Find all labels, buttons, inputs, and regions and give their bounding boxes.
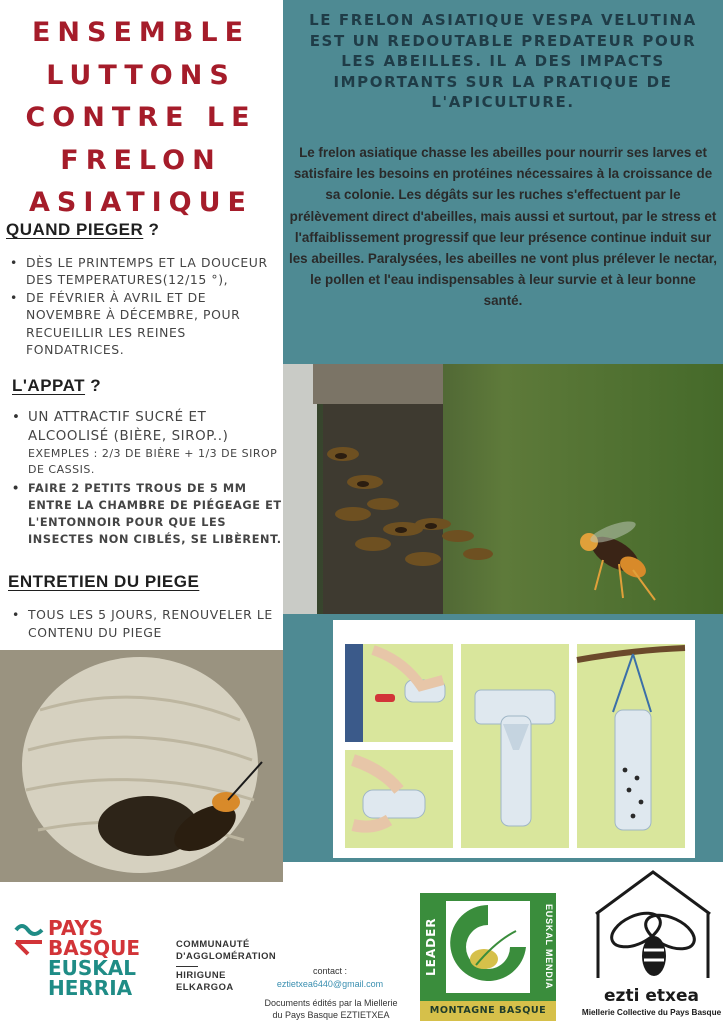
- trap-diagram: [333, 620, 695, 858]
- pb-line: HERRIA: [48, 976, 133, 1000]
- hornet-nest-photo: [0, 650, 283, 882]
- ezti-etxea-name: ezti etxea: [604, 986, 699, 1006]
- trap-diagram-panel: [283, 614, 723, 862]
- appat-heading-text: L'APPAT: [12, 376, 86, 395]
- credit-line: du Pays Basque EZTIETXEA: [272, 1009, 390, 1020]
- contact-block: [250, 965, 410, 991]
- main-title: [0, 12, 282, 225]
- quand-heading-suffix: ?: [143, 220, 160, 239]
- contact-email[interactable]: eztietxea6440@gmail.com: [276, 979, 384, 989]
- trap-steps-illustration: [333, 620, 695, 858]
- title-line: ASIATIQUE: [29, 187, 253, 219]
- appat-heading: [12, 376, 101, 396]
- agglo-line: HIRIGUNE: [176, 968, 226, 980]
- intro-title: LE FRELON ASIATIQUE VESPA VELUTINA EST UN REDOUTABLE PREDATEUR POUR LES ABEILLES. IL A DES IMPACTS IMPORTANTS SUR LA PRATIQUE DE L'APICULTURE.: [309, 11, 697, 111]
- nest-illustration: [0, 650, 283, 882]
- leader-right-text: EUSKAL MENDIA: [544, 904, 554, 990]
- list-item: • DÈS LE PRINTEMPS ET LA DOUCEUR DES TEMPERATURES(12/15 °),: [6, 254, 282, 289]
- appat-list: [8, 408, 284, 548]
- agglo-line: D'AGGLOMÉRATION: [176, 950, 277, 962]
- list-item: • FAIRE 2 PETITS TROUS DE 5 MM ENTRE LA CHAMBRE DE PIÉGEAGE ET L'ENTONNOIR POUR QUE LES INSECTES NON CIBLÉS, SE LIBÈRENT.: [8, 480, 284, 548]
- entretien-heading: [8, 572, 199, 592]
- intro-body: Le frelon asiatique chasse les abeilles pour nourrir ses larves et satisfaire les besoins en protéines nécessaires à la croissance de sa colonie. Les dégâts sur les ruches s'effectuent par le prélèvement direct d'abeilles, mais aussi et surtout, par le stress et l'affaiblissement progressif que leur présence continue induit sur les abeilles. Paralysées, les abeilles ne vont plus prélever le nectar, le pollen et l'eau indispensables à leur survie et à leur bonne santé.: [289, 145, 717, 309]
- title-line: FRELON: [60, 144, 222, 176]
- pb-line: BASQUE: [48, 936, 141, 960]
- agglo-divider: [176, 966, 198, 967]
- entretien-list: [8, 606, 284, 641]
- ezti-etxea-subtitle: Miellerie Collective du Pays Basque: [581, 1008, 722, 1017]
- list-item: • TOUS LES 5 JOURS, RENOUVELER LE CONTENU DU PIEGE: [8, 606, 284, 641]
- quand-heading-text: QUAND PIEGER: [6, 220, 144, 239]
- entretien-heading-text: ENTRETIEN DU PIEGE: [8, 572, 200, 591]
- title-line: ENSEMBLE: [31, 17, 251, 48]
- list-item-note: EXEMPLES : 2/3 DE BIÈRE + 1/3 DE SIROP DE CASSIS.: [28, 447, 278, 476]
- title-line: LUTTONS: [46, 59, 236, 91]
- leader-vertical-text: LEADER: [424, 917, 438, 977]
- hornet-hive-illustration: [283, 364, 723, 614]
- list-item: • DE FÉVRIER À AVRIL ET DE NOVEMBRE À DÉCEMBRE, POUR RECUEILLIR LES REINES FONDATRICES.: [6, 289, 282, 359]
- title-line: CONTRE LE: [25, 102, 257, 134]
- leader-logo: [420, 893, 556, 1021]
- list-item: [8, 408, 284, 477]
- leader-bottom-text: MONTAGNE BASQUE: [420, 1001, 556, 1021]
- quand-heading: [6, 220, 159, 240]
- quand-list: [6, 254, 282, 358]
- pb-line: PAYS: [48, 916, 104, 940]
- leader-emblem: [446, 901, 530, 993]
- hornet-hive-photo: [283, 364, 723, 614]
- appat-heading-suffix: ?: [85, 376, 102, 395]
- ezti-etxea-logo-icon: [590, 866, 716, 984]
- pays-basque-logo: [48, 918, 140, 998]
- pb-line: EUSKAL: [48, 956, 137, 980]
- credit-block: [236, 998, 426, 1021]
- pays-basque-logo-icon: [14, 920, 44, 962]
- leader-emblem-icon: [446, 901, 530, 993]
- list-item-text: UN ATTRACTIF SUCRÉ ET ALCOOLISÉ (BIÈRE, SIROP..): [28, 410, 229, 444]
- agglo-line: COMMUNAUTÉ: [176, 938, 250, 949]
- agglo-line: ELKARGOA: [176, 981, 234, 993]
- contact-label: contact :: [312, 966, 348, 976]
- credit-line: Documents édités par la Miellerie: [264, 998, 398, 1008]
